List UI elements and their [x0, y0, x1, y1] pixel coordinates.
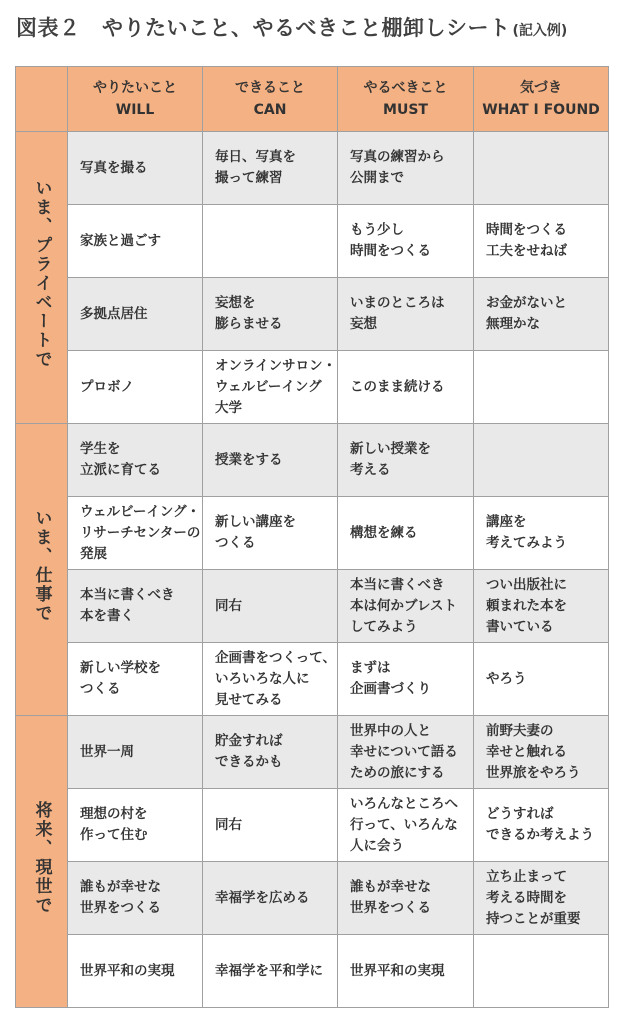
header-must-jp: やるべきこと — [363, 80, 448, 96]
cell-text-line: 同右 — [215, 816, 242, 833]
cell-text-line: 行って、いろんな — [350, 816, 458, 833]
section-label: 将来、現世で — [31, 801, 52, 915]
cell-text-line: 持つことが重要 — [486, 910, 581, 927]
cell-will — [68, 424, 203, 497]
section-label-cell — [16, 716, 68, 1008]
cell-must — [338, 862, 474, 935]
header-row — [16, 67, 609, 132]
cell-found — [474, 205, 609, 278]
cell-text-line: 無理かな — [486, 316, 540, 332]
cell-text-line: どうすれば — [486, 806, 554, 822]
table-row — [16, 205, 609, 278]
cell-text-line: 人に会う — [350, 837, 404, 854]
cell-text-line: 世界旅をやろう — [486, 764, 581, 781]
cell-found — [474, 278, 609, 351]
cell-can — [203, 278, 338, 351]
cell-found — [474, 789, 609, 862]
cell-text-line: リサーチセンターの — [80, 524, 201, 541]
cell-text-line: 本を書く — [80, 608, 134, 624]
cell-text-line: 本は何かブレスト — [350, 597, 458, 614]
cell-can — [203, 935, 338, 1008]
cell-text-line: 学生を — [80, 441, 121, 457]
table-row — [16, 132, 609, 205]
cell-found — [474, 351, 609, 424]
cell-text-line: 妄想を — [215, 295, 256, 311]
cell-text-line: 時間をつくる — [486, 222, 567, 238]
table-row — [16, 643, 609, 716]
cell-text-line: 作って住む — [80, 827, 148, 843]
cell-text-line: 誰もが幸せな — [350, 879, 431, 895]
cell-text-line: 立派に育てる — [80, 462, 161, 478]
cell-can — [203, 132, 338, 205]
section-label-cell — [16, 132, 68, 424]
cell-can — [203, 716, 338, 789]
section-label: いま、仕事で — [31, 509, 52, 623]
cell-text-line: 世界一周 — [80, 743, 134, 760]
cell-text-line: オンラインサロン・ — [215, 357, 337, 374]
table-row — [16, 862, 609, 935]
cell-text-line: 写真を撮る — [80, 159, 148, 176]
cell-text-line: 発展 — [80, 545, 107, 562]
cell-text-line: 授業をする — [215, 451, 283, 468]
figure-title-note: (記入例) — [512, 23, 568, 39]
cell-text-line: 企画書をつくって、 — [215, 649, 336, 666]
cell-text-line: 貯金すれば — [215, 733, 283, 749]
cell-text-line: 写真の練習から — [350, 149, 445, 165]
figure-title — [16, 12, 567, 42]
cell-can — [203, 205, 338, 278]
cell-will — [68, 643, 203, 716]
cell-found — [474, 132, 609, 205]
cell-text-line: 理想の村を — [80, 806, 148, 822]
cell-text-line: 本当に書くべき — [350, 576, 445, 593]
cell-text-line: 企画書づくり — [350, 681, 431, 697]
cell-can — [203, 862, 338, 935]
cell-must — [338, 789, 474, 862]
figure-title-main: 図表２ やりたいこと、やるべきこと棚卸しシート — [16, 16, 511, 40]
cell-text-line: いまのところは — [350, 295, 445, 311]
cell-text-line: 立ち止まって — [486, 868, 567, 885]
table-row — [16, 570, 609, 643]
header-will-en: WILL — [115, 102, 155, 118]
cell-text-line: 幸せについて語る — [350, 743, 458, 760]
table-row — [16, 789, 609, 862]
cell-text-line: 新しい学校を — [80, 660, 161, 676]
cell-must — [338, 205, 474, 278]
cell-must — [338, 424, 474, 497]
cell-text-line: 書いている — [486, 618, 554, 635]
header-found — [474, 67, 609, 132]
cell-text-line: 時間をつくる — [350, 243, 431, 259]
cell-text-line: 撮って練習 — [215, 170, 283, 186]
cell-must — [338, 278, 474, 351]
table-row — [16, 716, 609, 789]
cell-text-line: 世界をつくる — [80, 900, 161, 916]
cell-will — [68, 278, 203, 351]
header-must-en: MUST — [383, 102, 428, 118]
header-can-en: CAN — [253, 102, 287, 118]
cell-text-line: プロボノ — [80, 378, 134, 395]
cell-text-line: 幸福学を広める — [215, 889, 310, 906]
corner-cell — [16, 67, 68, 132]
cell-text-line: 幸福学を平和学に — [215, 962, 323, 979]
cell-will — [68, 351, 203, 424]
table-row — [16, 351, 609, 424]
cell-text-line: 新しい講座を — [215, 514, 296, 530]
header-found-en: WHAT I FOUND — [482, 102, 600, 118]
cell-found — [474, 862, 609, 935]
table-row — [16, 424, 609, 497]
table-body — [16, 132, 609, 1008]
cell-found — [474, 424, 609, 497]
cell-text-line: 膨らませる — [215, 316, 283, 332]
cell-found — [474, 643, 609, 716]
cell-will — [68, 716, 203, 789]
table-row — [16, 497, 609, 570]
header-must — [338, 67, 474, 132]
cell-text-line: 世界平和の実現 — [80, 962, 175, 979]
cell-text-line: 家族と過ごす — [80, 232, 161, 249]
section-label: いま、プライベートで — [31, 179, 52, 369]
cell-text-line: いろんなところへ — [350, 795, 458, 812]
cell-will — [68, 497, 203, 570]
cell-text-line: 考えてみよう — [486, 535, 567, 551]
header-can-jp: できること — [235, 80, 305, 96]
cell-can — [203, 643, 338, 716]
cell-text-line: 多拠点居住 — [80, 305, 148, 322]
header-found-jp: 気づき — [520, 80, 562, 96]
cell-text-line: 幸せと触れる — [486, 743, 567, 760]
cell-text-line: お金がないと — [486, 295, 567, 311]
cell-can — [203, 570, 338, 643]
cell-can — [203, 351, 338, 424]
cell-text-line: 構想を練る — [350, 524, 418, 541]
cell-text-line: 世界をつくる — [350, 900, 431, 916]
cell-text-line: まずは — [350, 660, 391, 676]
cell-text-line: 考える — [350, 462, 391, 478]
header-can — [203, 67, 338, 132]
cell-text-line: 考える時間を — [486, 889, 567, 906]
cell-text-line: やろう — [486, 670, 527, 687]
cell-text-line: 妄想 — [350, 316, 377, 332]
header-will-jp: やりたいこと — [93, 80, 177, 96]
cell-must — [338, 935, 474, 1008]
cell-must — [338, 643, 474, 716]
cell-text-line: 前野夫妻の — [486, 722, 554, 739]
cell-must — [338, 132, 474, 205]
cell-text-line: 本当に書くべき — [80, 587, 175, 603]
cell-text-line: つくる — [215, 535, 256, 551]
cell-text-line: 大学 — [215, 399, 242, 416]
cell-text-line: ウェルビーイング・ — [80, 503, 201, 520]
cell-can — [203, 497, 338, 570]
cell-text-line: してみよう — [350, 618, 418, 635]
table-row — [16, 935, 609, 1008]
cell-text-line: 見せてみる — [215, 691, 283, 708]
cell-text-line: ウェルビーイング — [215, 378, 322, 395]
cell-text-line: つくる — [80, 681, 121, 697]
cell-text-line: いろいろな人に — [215, 670, 310, 687]
cell-will — [68, 862, 203, 935]
cell-text-line: 頼まれた本を — [486, 597, 567, 614]
cell-text-line: ための旅にする — [350, 764, 445, 781]
cell-will — [68, 789, 203, 862]
cell-found — [474, 716, 609, 789]
cell-will — [68, 570, 203, 643]
cell-found — [474, 935, 609, 1008]
cell-text-line: できるか考えよう — [486, 827, 594, 843]
cell-text-line: 毎日、写真を — [215, 149, 296, 165]
cell-text-line: もう少し — [350, 222, 404, 238]
cell-text-line: 工夫をせねば — [486, 243, 567, 259]
cell-text-line: 同右 — [215, 597, 242, 614]
cell-must — [338, 570, 474, 643]
cell-can — [203, 424, 338, 497]
cell-must — [338, 351, 474, 424]
cell-text-line: このまま続ける — [350, 378, 445, 395]
cell-text-line: 世界中の人と — [350, 722, 431, 739]
cell-found — [474, 570, 609, 643]
cell-text-line: 世界平和の実現 — [350, 962, 445, 979]
cell-text-line: 誰もが幸せな — [80, 879, 161, 895]
cell-must — [338, 497, 474, 570]
cell-will — [68, 132, 203, 205]
cell-will — [68, 205, 203, 278]
cell-text-line: できるかも — [215, 754, 283, 770]
cell-text-line: 講座を — [486, 514, 527, 530]
cell-must — [338, 716, 474, 789]
cell-text-line: つい出版社に — [486, 576, 567, 593]
cell-text-line: 公開まで — [350, 170, 404, 186]
cell-text-line: 新しい授業を — [350, 441, 431, 457]
cell-will — [68, 935, 203, 1008]
table-row — [16, 278, 609, 351]
inventory-table — [15, 66, 609, 1008]
section-label-cell — [16, 424, 68, 716]
cell-found — [474, 497, 609, 570]
cell-can — [203, 789, 338, 862]
header-will — [68, 67, 203, 132]
